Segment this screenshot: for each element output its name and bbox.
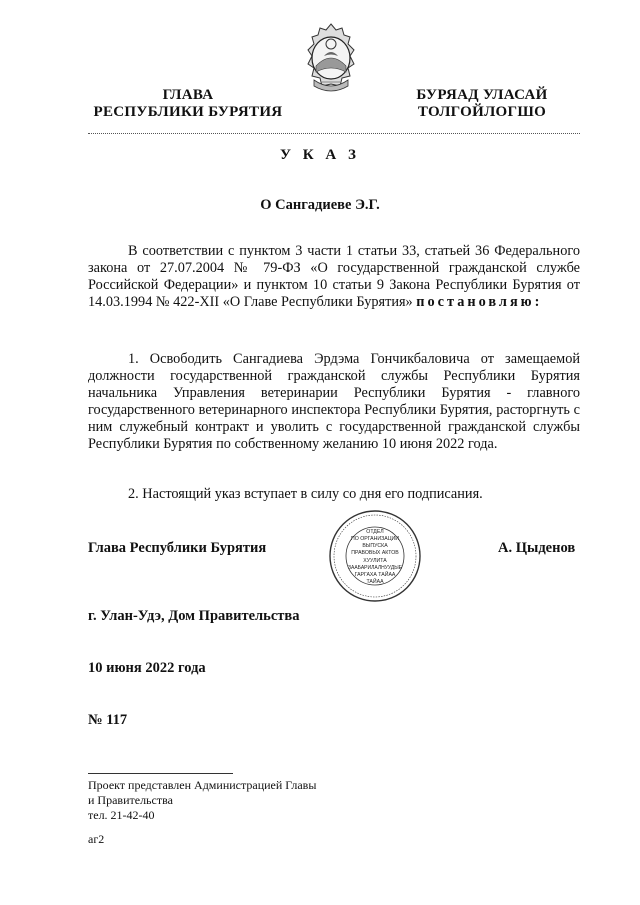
header-right-line2: ТОЛГОЙЛОГШО bbox=[417, 104, 547, 120]
header-right-line1: БУРЯАД УЛАСАЙ bbox=[416, 87, 548, 103]
document-type: У К А З bbox=[280, 147, 360, 163]
item-1-text: 1. Освободить Сангадиева Эрдэма Гончикбаловича от замещаемой должности государственной гражданской службы Республики Бурятия начальника Управления ветеринарии Республики Бурятия - главного государственного ветеринарного инспектора Республики Бурятия, расторгнуть с ним служебный контракт и уволить с государственной гражданской службы Республики Бурятия по собственному желанию 10 июня 2022 года. bbox=[88, 351, 580, 452]
header-left bbox=[88, 87, 288, 121]
official-round-stamp bbox=[326, 508, 424, 604]
footnote-code: аг2 bbox=[88, 832, 105, 846]
stamp-line6: ЗААБАРИЛАЛНУУДЫЕ bbox=[347, 565, 403, 571]
preamble-text: В соответствии с пунктом 3 части 1 статьи 33, статьей 36 Федерального закона от 27.07.2004 № 79-ФЗ «О государственной гражданской службе Российской Федерации» и пунктом 10 статьи 9 Закона Республики Бурятия от 14.03.1994 № 422-XII «О Главе Республики Бурятия» bbox=[88, 243, 580, 310]
stamp-line2: ПО ОРГАНИЗАЦИИ bbox=[351, 536, 399, 542]
header-divider bbox=[88, 133, 580, 134]
document-number: № 117 bbox=[88, 712, 128, 728]
preamble-paragraph bbox=[88, 243, 580, 311]
stamp-line1: ОТДЕЛ bbox=[366, 529, 384, 535]
footnote-line1: Проект представлен Администрацией Главы bbox=[88, 778, 317, 792]
footnote-divider bbox=[88, 773, 233, 774]
decree-word: постановляю: bbox=[416, 294, 543, 310]
document-subject: О Сангадиеве Э.Г. bbox=[260, 197, 380, 213]
stamp-line3: ВЫПУСКА bbox=[362, 543, 388, 549]
footnote-phone: тел. 21-42-40 bbox=[88, 808, 155, 822]
item-2-paragraph bbox=[88, 486, 580, 503]
signature-name: А. Цыденов bbox=[498, 540, 576, 556]
header-left-line1: ГЛАВА bbox=[162, 87, 214, 103]
stamp-line7: ГАРГАХА ТАЙАА bbox=[354, 572, 396, 578]
coat-of-arms-emblem bbox=[300, 20, 362, 100]
stamp-line5: ХУУЛИТА bbox=[363, 558, 387, 564]
footnote-line2: и Правительства bbox=[88, 793, 173, 807]
issue-date: 10 июня 2022 года bbox=[88, 660, 206, 676]
item-1-paragraph bbox=[88, 351, 580, 453]
signature-title: Глава Республики Бурятия bbox=[88, 540, 267, 556]
item-2-text: 2. Настоящий указ вступает в силу со дня его подписания. bbox=[128, 486, 483, 502]
issue-place: г. Улан-Удэ, Дом Правительства bbox=[88, 608, 300, 624]
header-left-line2: РЕСПУБЛИКИ БУРЯТИЯ bbox=[93, 104, 283, 120]
header-right bbox=[382, 87, 582, 121]
stamp-line4: ПРАВОВЫХ АКТОВ bbox=[351, 550, 399, 556]
stamp-line8: ТАЙАА bbox=[366, 579, 384, 585]
